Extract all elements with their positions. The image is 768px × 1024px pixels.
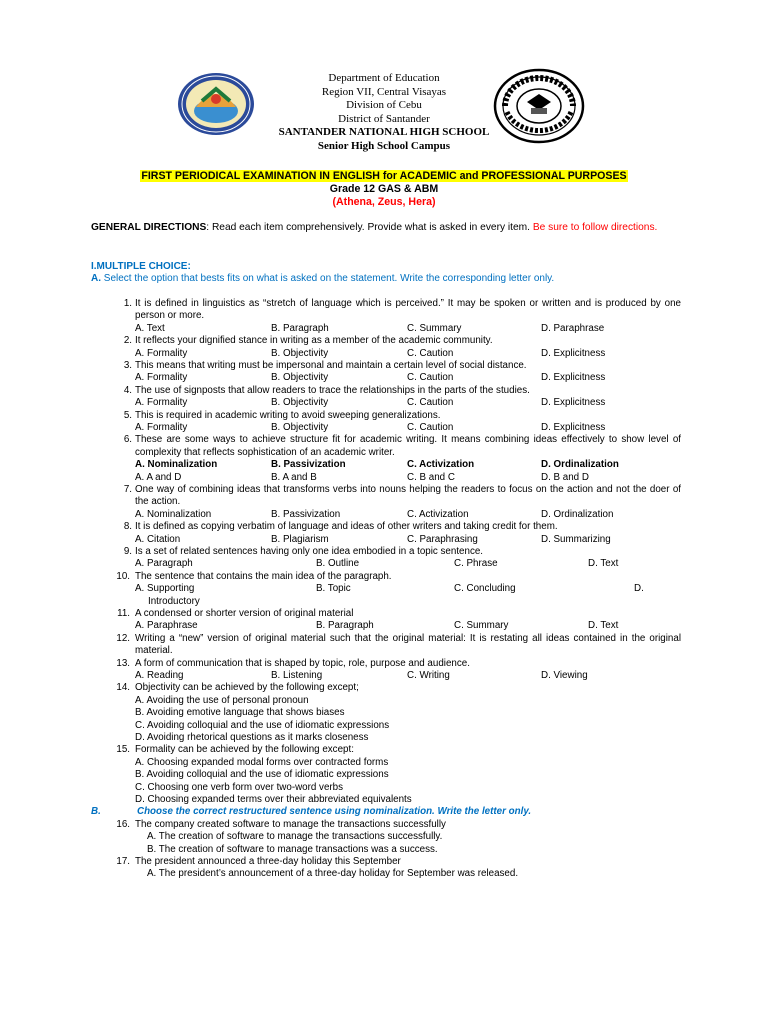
question-text: A condensed or shorter version of original material bbox=[135, 607, 354, 619]
question-text: The president announced a three-day holiday this September bbox=[135, 856, 401, 868]
part1-heading-block bbox=[91, 261, 681, 286]
option: A. Avoiding the use of personal pronoun bbox=[135, 694, 309, 706]
option: B. Objectivity bbox=[271, 372, 329, 384]
option: B. Paragraph bbox=[271, 322, 329, 334]
question-item bbox=[91, 682, 681, 694]
school-header bbox=[0, 72, 768, 153]
exam-sections: (Athena, Zeus, Hera) bbox=[332, 196, 436, 208]
option: A. Citation bbox=[135, 533, 181, 545]
header-line: Division of Cebu bbox=[346, 99, 422, 111]
option: C. B and C bbox=[407, 471, 455, 483]
option: D. Summarizing bbox=[541, 533, 611, 545]
question-item bbox=[91, 484, 681, 509]
option: D. bbox=[634, 583, 644, 595]
option: C. Caution bbox=[407, 397, 454, 409]
option: B. Objectivity bbox=[271, 347, 329, 359]
option-row bbox=[91, 534, 681, 546]
question-number: 16. bbox=[116, 818, 130, 830]
option: C. Phrase bbox=[454, 558, 498, 570]
option: C. Paraphrasing bbox=[407, 533, 478, 545]
exam-grade: Grade 12 GAS & ABM bbox=[329, 183, 439, 195]
question-text: Formality can be achieved by the following except: bbox=[135, 744, 354, 756]
option-row bbox=[91, 620, 681, 632]
question-number: 11. bbox=[117, 607, 130, 619]
option: D. Explicitness bbox=[541, 347, 606, 359]
question-text: Objectivity can be achieved by the following except; bbox=[135, 682, 359, 694]
question-item bbox=[91, 385, 681, 397]
question-item bbox=[91, 744, 681, 756]
option: C. Choosing one verb form over two-word verbs bbox=[135, 781, 343, 793]
option: D. Text bbox=[588, 620, 619, 632]
option: B. A and B bbox=[271, 471, 317, 483]
option-row bbox=[91, 397, 681, 409]
question-text: This is required in academic writing to avoid sweeping generalizations. bbox=[135, 409, 441, 421]
option: A. Supporting bbox=[135, 583, 195, 595]
option: A. The creation of software to manage the transactions successfully. bbox=[147, 831, 443, 843]
option: A. Formality bbox=[135, 422, 188, 433]
header-line: Region VII, Central Visayas bbox=[321, 85, 447, 98]
option: D. Explicitness bbox=[541, 372, 606, 384]
option-row bbox=[91, 372, 681, 384]
option-row bbox=[91, 558, 681, 570]
question-text: This means that writing must be impersonal and maintain a certain level of social distance. bbox=[135, 360, 527, 371]
question-item bbox=[91, 434, 681, 459]
question-text: The sentence that contains the main idea of the paragraph. bbox=[135, 570, 392, 582]
header-line: Department of Education bbox=[328, 72, 440, 84]
option: D. Avoiding rhetorical questions as it marks closeness bbox=[135, 732, 369, 743]
option: C. Concluding bbox=[454, 583, 516, 595]
option: A. A and D bbox=[135, 471, 182, 483]
question-number: 17. bbox=[116, 856, 130, 868]
option: B. Outline bbox=[316, 558, 360, 570]
option-list bbox=[91, 757, 681, 807]
exam-title-block bbox=[0, 170, 768, 209]
option-list bbox=[91, 695, 681, 745]
question-number: 1. bbox=[123, 298, 132, 309]
campus-name: Senior High School Campus bbox=[317, 139, 451, 152]
question-text: The use of signposts that allow readers to trace the relationships in the parts of the studies. bbox=[135, 384, 530, 396]
option: B. Topic bbox=[316, 583, 351, 595]
part-b-instructions: Choose the correct restructured sentence using nominalization. Write the letter only. bbox=[137, 806, 532, 818]
option: C. Activization bbox=[407, 508, 469, 520]
option: C. Avoiding colloquial and the use of idiomatic expressions bbox=[135, 719, 390, 731]
question-text: A form of communication that is shaped by topic, role, purpose and audience. bbox=[135, 657, 470, 669]
option-row bbox=[91, 323, 681, 335]
question-text: These are some ways to achieve structure fit for academic writing. It means combining ideas effectively to show level of complexity that reflects sophistication of an academic writer. bbox=[135, 434, 681, 458]
question-number: 4. bbox=[123, 384, 132, 396]
question-text: The company created software to manage the transactions successfully bbox=[135, 818, 446, 830]
option: C. Caution bbox=[407, 422, 454, 433]
option: B. Listening bbox=[271, 669, 323, 681]
option: D. B and D bbox=[541, 471, 589, 483]
option: A. Paraphrase bbox=[135, 620, 198, 632]
option: A. Text bbox=[135, 322, 165, 334]
question-number: 8. bbox=[123, 521, 132, 533]
question-text: It reflects your dignified stance in writing as a member of the academic community. bbox=[135, 335, 493, 347]
option: C. Writing bbox=[407, 669, 450, 681]
option: C. Summary bbox=[454, 620, 509, 632]
option: D. Choosing expanded terms over their abbreviated equivalents bbox=[135, 794, 412, 806]
question-text: It is defined in linguistics as “stretch of language which is perceived.” It may be spoken or written and is produced by one person or more. bbox=[135, 298, 681, 322]
option: B. Objectivity bbox=[271, 397, 329, 409]
option: B. Objectivity bbox=[271, 422, 329, 433]
option: A. Formality bbox=[135, 397, 188, 409]
question-item bbox=[91, 633, 681, 658]
option-row bbox=[91, 583, 681, 595]
option-row bbox=[91, 459, 681, 471]
option: B. The creation of software to manage transactions was a success. bbox=[147, 843, 438, 855]
option: A. Nominalization bbox=[135, 508, 212, 520]
option: D. Explicitness bbox=[541, 397, 606, 409]
option: D. Explicitness bbox=[541, 422, 606, 433]
option: A. The president’s announcement of a three-day holiday for September was released. bbox=[147, 868, 519, 880]
option: B. Avoiding emotive language that shows biases bbox=[135, 707, 345, 719]
question-item bbox=[91, 856, 681, 868]
option-row bbox=[91, 472, 681, 484]
option: D. Ordinalization bbox=[541, 459, 619, 471]
option-wrap: Introductory bbox=[148, 595, 200, 607]
part-b-heading bbox=[91, 806, 681, 818]
question-number: 15. bbox=[116, 744, 130, 756]
option: A. Choosing expanded modal forms over contracted forms bbox=[135, 756, 389, 768]
question-number: 9. bbox=[123, 545, 132, 557]
option: B. Plagiarism bbox=[271, 533, 329, 545]
questions-list bbox=[91, 298, 681, 881]
question-number: 10. bbox=[116, 570, 130, 582]
question-number: 5. bbox=[123, 409, 132, 421]
question-number: 7. bbox=[123, 483, 132, 495]
option: B. Paragraph bbox=[316, 620, 374, 632]
option: A. Paragraph bbox=[135, 558, 193, 570]
option: D. Paraphrase bbox=[541, 322, 605, 334]
option-list bbox=[91, 831, 681, 856]
directions-label: GENERAL DIRECTIONS bbox=[91, 222, 207, 233]
option: B. Passivization bbox=[271, 508, 341, 520]
option-list bbox=[91, 868, 681, 880]
option: C. Caution bbox=[407, 347, 454, 359]
question-number: 13. bbox=[116, 657, 130, 669]
question-number: 2. bbox=[123, 335, 132, 347]
option: D. Ordinalization bbox=[541, 508, 614, 520]
question-number: 12. bbox=[116, 632, 130, 644]
part-b-label: B. bbox=[91, 806, 101, 818]
option: B. Avoiding colloquial and the use of idiomatic expressions bbox=[135, 769, 389, 781]
question-number: 3. bbox=[123, 360, 132, 371]
question-item bbox=[91, 819, 681, 831]
option: B. Passivization bbox=[271, 459, 346, 471]
question-item bbox=[91, 410, 681, 422]
general-directions bbox=[91, 222, 681, 235]
question-text: Writing a “new” version of original material such that the original material: It is restating all ideas contained in the original material. bbox=[135, 632, 681, 657]
part1-heading: I.MULTIPLE CHOICE: bbox=[91, 261, 191, 272]
exam-title: FIRST PERIODICAL EXAMINATION IN ENGLISH for ACADEMIC and PROFESSIONAL PURPOSES bbox=[141, 170, 627, 182]
option-row bbox=[91, 670, 681, 682]
question-number: 6. bbox=[123, 434, 132, 446]
header-line: District of Santander bbox=[338, 112, 430, 125]
option: A. Reading bbox=[135, 669, 184, 681]
part-a-label: A. bbox=[91, 273, 101, 285]
question-number: 14. bbox=[116, 682, 130, 694]
option: A. Formality bbox=[135, 372, 188, 384]
question-text: One way of combining ideas that transforms verbs into nouns helping the readers to focus on the action and not the doer of the action. bbox=[135, 483, 681, 508]
question-item bbox=[91, 298, 681, 323]
question-item bbox=[91, 335, 681, 347]
question-item bbox=[91, 608, 681, 620]
option: C. Caution bbox=[407, 372, 454, 384]
question-item bbox=[91, 521, 681, 533]
option-row bbox=[91, 348, 681, 360]
option-row bbox=[91, 509, 681, 521]
question-item bbox=[91, 546, 681, 558]
school-name: SANTANDER NATIONAL HIGH SCHOOL bbox=[278, 126, 490, 138]
question-item bbox=[91, 571, 681, 583]
question-item bbox=[91, 360, 681, 372]
question-text: It is defined as copying verbatim of language and ideas of other writers and taking credit for them. bbox=[135, 521, 558, 533]
option: A. Nominalization bbox=[135, 459, 218, 471]
directions-emphasis: Be sure to follow directions. bbox=[532, 222, 658, 233]
option: C. Activization bbox=[407, 459, 475, 471]
option-row bbox=[91, 422, 681, 434]
option: D. Text bbox=[588, 558, 619, 570]
question-item bbox=[91, 658, 681, 670]
directions-text: : Read each item comprehensively. Provide what is asked in every item. bbox=[206, 222, 533, 233]
option: D. Viewing bbox=[541, 669, 588, 681]
question-text: Is a set of related sentences having only one idea embodied in a topic sentence. bbox=[135, 545, 484, 557]
option-row bbox=[91, 596, 681, 608]
option: A. Formality bbox=[135, 347, 188, 359]
part-a-instructions: Select the option that bests fits on what is asked on the statement. Write the corresponding letter only. bbox=[101, 273, 555, 285]
option: C. Summary bbox=[407, 322, 462, 334]
